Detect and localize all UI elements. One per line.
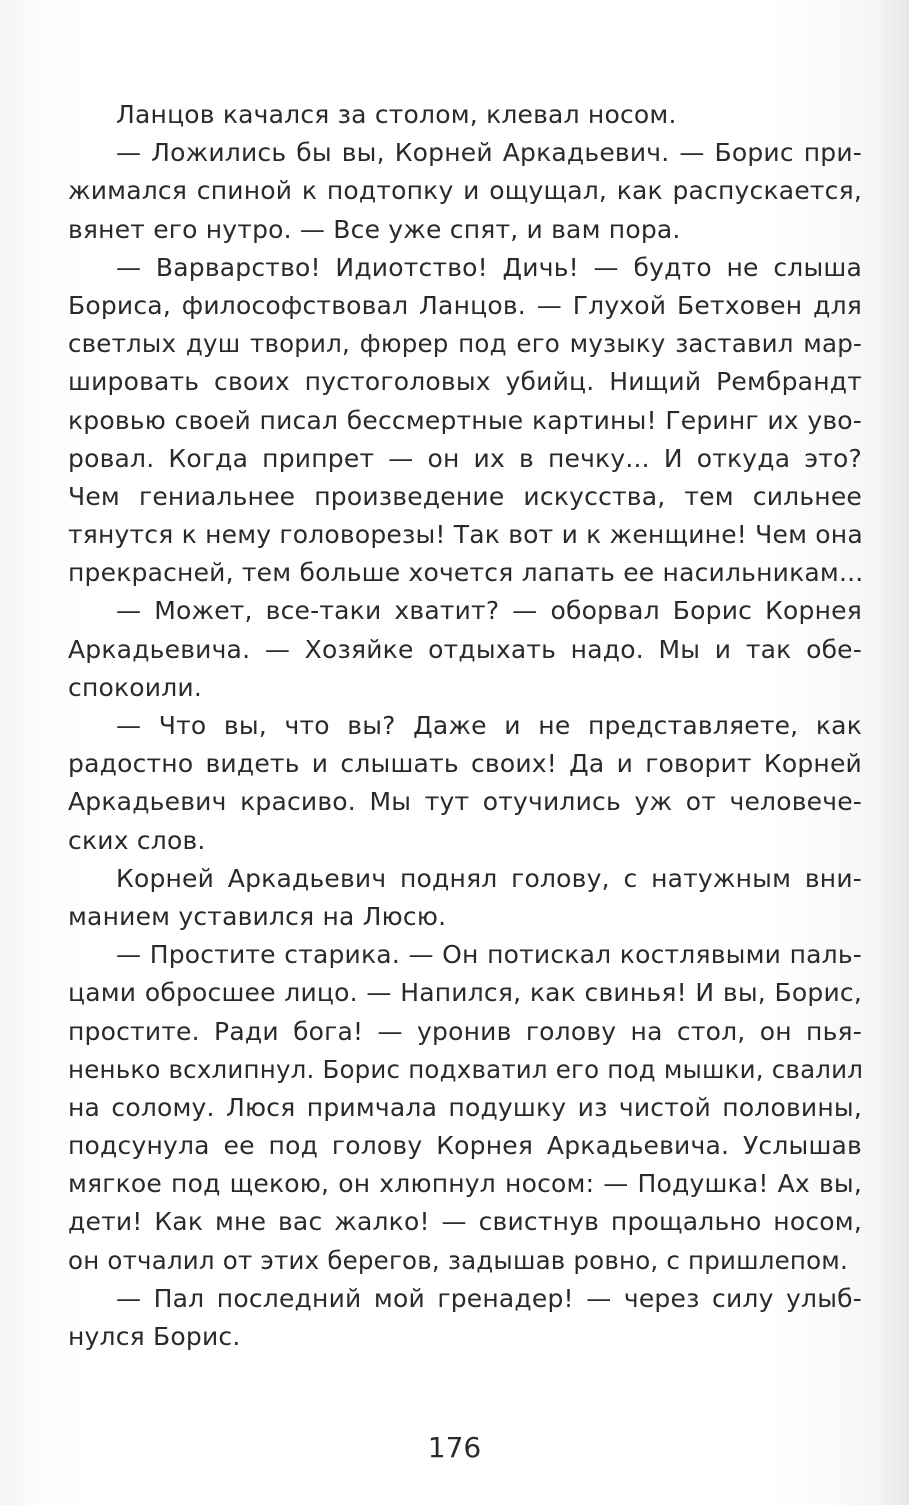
text-line: Корней Аркадьевич поднял голову, с натужным вни- [116, 863, 862, 893]
text-line: радостно видеть и слышать своих! Да и говорит Корней [68, 749, 862, 779]
text-line: — Пал последний мой гренадер! — через силу улыб- [116, 1283, 862, 1313]
text-line: подсунула ее под голову Корнея Аркадьевича. Услышав [68, 1131, 862, 1161]
text-line: Чем гениальнее произведение искусства, тем сильнее [68, 481, 862, 511]
text-line: Аркадьевича. — Хозяйке отдыхать надо. Мы и так обе- [68, 634, 862, 664]
text-line: спокоили. [68, 672, 203, 702]
text-line: дети! Как мне вас жалко! — свистнув прощально носом, [68, 1207, 862, 1237]
text-line: шировать своих пустоголовых убийц. Нищий Рембрандт [68, 367, 862, 397]
text-line: простите. Ради бога! — уронив голову на стол, он пья- [68, 1016, 862, 1046]
text-line: Ланцов качался за столом, клевал носом. [116, 100, 677, 129]
text-line: ровал. Когда припрет — он их в печку... И откуда это? [68, 443, 862, 473]
text-line: цами обросшее лицо. — Напился, как свинья! И вы, Борис, [68, 978, 862, 1008]
text-line: он отчалил от этих берегов, задышав ровно, с пришлепом. [68, 1245, 848, 1275]
text-line: — Что вы, что вы? Даже и не представляете, как [116, 711, 862, 740]
text-line: ненько всхлипнул. Борис подхватил его под мышки, свалил [68, 1054, 864, 1084]
text-line: нулся Борис. [68, 1322, 241, 1351]
text-line: Бориса, философствовал Ланцов. — Глухой Бетховен для [68, 290, 862, 320]
page-number: 176 [427, 1431, 482, 1464]
text-line: мягкое под щекою, он хлюпнул носом: — Подушка! Ах вы, [68, 1169, 862, 1199]
text-line: вянет его нутро. — Все уже спят, и вам пора. [68, 214, 681, 244]
text-line: ских слов. [68, 825, 206, 855]
text-line: кровью своей писал бессмертные картины! Геринг их уво- [68, 405, 862, 435]
text-line: — Может, все-таки хватит? — оборвал Борис Корнея [116, 596, 862, 626]
text-line: — Варварство! Идиотство! Дичь! — будто не слыша [116, 252, 862, 282]
body-text [68, 96, 862, 1356]
text-line: Аркадьевич красиво. Мы тут отучились уж от человече- [68, 787, 862, 817]
text-line: манием уставился на Люсю. [68, 901, 447, 931]
text-line: светлых душ творил, фюрер под его музыку заставил мар- [68, 329, 862, 359]
text-line: тянутся к нему головорезы! Так вот и к женщине! Чем она [68, 520, 863, 550]
text-line: — Простите старика. — Он потискал костлявыми паль- [116, 940, 862, 970]
text-line: на солому. Люся примчала подушку из чистой половины, [68, 1092, 862, 1122]
text-line: — Ложились бы вы, Корней Аркадьевич. — Борис при- [116, 138, 862, 168]
text-line: жимался спиной к подтопку и ощущал, как распускается, [68, 176, 862, 206]
text-line: прекрасней, тем больше хочется лапать ее насильникам... [68, 558, 864, 588]
